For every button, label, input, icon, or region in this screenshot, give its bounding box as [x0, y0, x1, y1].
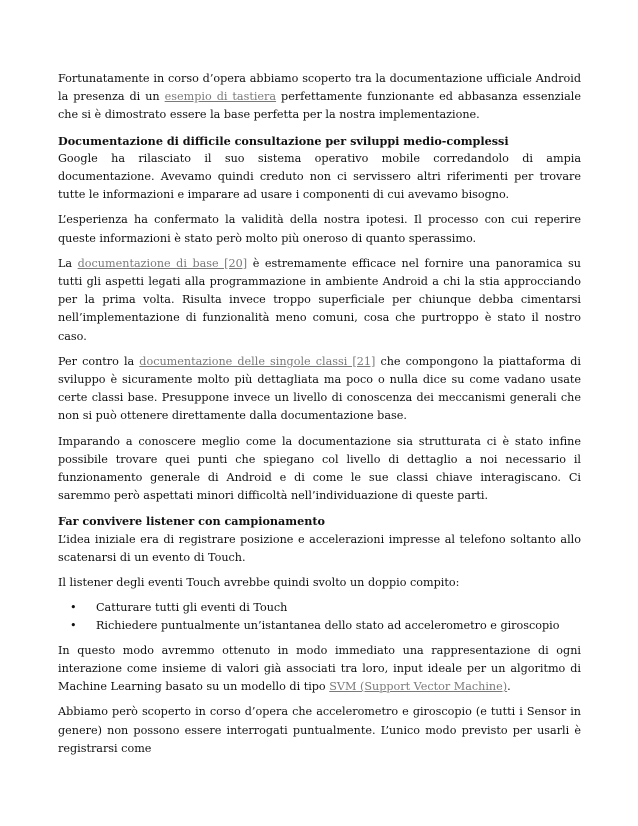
listener-paragraph-2: Il listener degli eventi Touch avrebbe quindi svolto un doppio compito: — [58, 576, 460, 590]
documentation-paragraph-2: L’esperienza ha confermato la validità della nostra ipotesi. Il processo con cui reperire queste informazioni è stato però molto più oneroso di quanto sperassimo. — [58, 213, 581, 245]
doc-p4-end: che compongono la piattaforma di sviluppo è sicuramente molto più dettagliata ma poco o nulla dice su come vadano usate certe classi base. Presuppone invece un livello di conoscenza dei meccanismi generali che non si può ottenere direttamente dalla documentazione base. — [58, 354, 582, 423]
base-documentation-link[interactable]: documentazione di base [20] — [77, 256, 248, 270]
intro-text-start: Fortunatamente in corso d’opera abbiamo scoperto tra la documentazione ufficiale Android la presenza di un — [58, 72, 581, 104]
listener-paragraph-1: L’idea iniziale era di registrare posizione e accelerazioni impresse al telefono soltanto allo scatenarsi di un evento di Touch. — [58, 532, 581, 564]
list-item — [58, 599, 581, 617]
documentation-paragraph-3 — [58, 255, 581, 346]
listener-task-list — [58, 599, 581, 635]
doc-p4-start: Per contro la — [58, 354, 140, 368]
list-item-text: Catturare tutti gli eventi di Touch — [96, 601, 288, 615]
listener-p3-end: . — [507, 680, 511, 694]
listener-paragraph-3 — [58, 642, 581, 697]
list-item — [58, 617, 581, 635]
svm-link[interactable]: SVM (Support Vector Machine) — [329, 680, 508, 694]
intro-text-end: perfettamente funzionante ed abbasanza essenziale che si è dimostrato essere la base perfetta per la nostra implementazione. — [58, 90, 581, 122]
intro-paragraph — [58, 70, 581, 125]
listener-p3-start: In questo modo avremmo ottenuto in modo immediato una rappresentazione di ogni interazione come insieme di valori già associati tra loro, input ideale per un algoritmo di Machine Learning basato su un modello di tipo — [58, 643, 581, 694]
bullet-glyph: • — [70, 619, 77, 633]
documentation-paragraph-1: Google ha rilasciato il suo sistema operativo mobile corredandolo di ampia documentazione. Avevamo quindi creduto non ci servissero altri riferimenti per trovare tutte le informazioni e imparare ad usare i componenti di cui avevamo bisogno. — [58, 151, 581, 202]
class-documentation-link[interactable]: documentazione delle singole classi [21] — [139, 354, 376, 368]
keyboard-example-link[interactable]: esempio di tastiera — [164, 90, 277, 104]
list-item-text: Richiedere puntualmente un’istantanea dello stato ad accelerometro e giroscopio — [96, 619, 560, 633]
section-heading-documentation: Documentazione di difficile consultazione per sviluppi medio-complessi — [58, 133, 509, 148]
doc-p3-start: La — [58, 256, 78, 270]
doc-p3-end: è estremamente efficace nel fornire una panoramica su tutti gli aspetti legati alla programmazione in ambiente Android a chi la stia approcciando per la prima volta. Risulta invece troppo superficiale per chiunque debba cimentarsi nell’implementazione di funzionalità meno comuni, cosa che purtroppo è stato il nostro caso. — [58, 256, 582, 343]
documentation-paragraph-5: Imparando a conoscere meglio come la documentazione sia strutturata ci è stato infine possibile trovare quei punti che spiegano col livello di dettaglio a noi necessario il funzionamento generale di Android e di come le sue classi chiave interagiscano. Ci saremmo però aspettati minori difficoltà nell’individuazione di queste parti. — [58, 434, 581, 503]
document-page — [58, 70, 581, 765]
listener-paragraph-4: Abbiamo però scoperto in corso d’opera che accelerometro e giroscopio (e tutti i Sensor in genere) non possono essere interrogati puntualmente. L’unico modo previsto per usarli è registrarsi come — [58, 705, 581, 755]
section-heading-listener: Far convivere listener con campionamento — [58, 514, 326, 529]
documentation-paragraph-4 — [58, 353, 581, 426]
bullet-glyph: • — [70, 601, 77, 615]
